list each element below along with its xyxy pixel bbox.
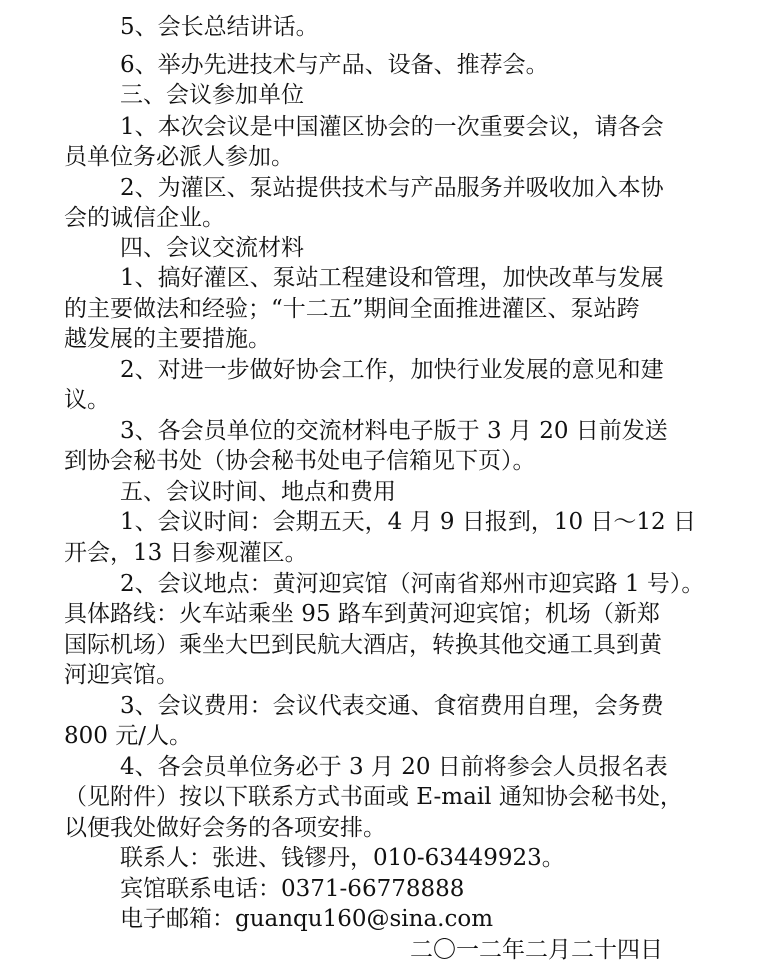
text-line: 4、各会员单位务必于 3 月 20 日前将参会人员报名表 — [120, 754, 668, 780]
text-line: 河迎宾馆。 — [64, 662, 179, 688]
text-line: 1、搞好灌区、泵站工程建设和管理，加快改革与发展 — [120, 265, 664, 291]
text-line: 以便我处做好会务的各项安排。 — [64, 815, 386, 841]
text-line: 5、会长总结讲话。 — [120, 14, 319, 40]
text-line: 2、会议地点：黄河迎宾馆（河南省郑州市迎宾路 1 号）。 — [120, 571, 705, 597]
section-heading: 五、会议时间、地点和费用 — [120, 479, 396, 505]
text-line: 1、本次会议是中国灌区协会的一次重要会议，请各会 — [120, 114, 664, 140]
text-line: 越发展的主要措施。 — [64, 326, 271, 352]
text-line: （见附件）按以下联系方式书面或 E-mail 通知协会秘书处， — [64, 784, 683, 810]
document-date: 二〇一二年二月二十四日 — [410, 937, 663, 963]
contact-person: 联系人：张进、钱镠丹，010-63449923。 — [120, 845, 565, 871]
text-line: 1、会议时间：会期五天，4 月 9 日报到，10 日～12 日 — [120, 509, 696, 535]
text-line: 3、会议费用：会议代表交通、食宿费用自理，会务费 — [120, 693, 664, 719]
text-line: 的主要做法和经验；“十二五”期间全面推进灌区、泵站跨 — [64, 296, 640, 322]
text-line: 6、举办先进技术与产品、设备、推荐会。 — [120, 52, 549, 78]
contact-email: 电子邮箱：guanqu160@sina.com — [120, 906, 494, 932]
text-line: 开会，13 日参观灌区。 — [64, 540, 308, 566]
text-line: 2、为灌区、泵站提供技术与产品服务并吸收加入本协 — [120, 175, 664, 201]
text-line: 2、对进一步做好协会工作，加快行业发展的意见和建 — [120, 357, 664, 383]
text-line: 800 元/人。 — [64, 723, 192, 749]
text-line: 国际机场）乘坐大巴到民航大酒店，转换其他交通工具到黄 — [64, 632, 662, 658]
text-line: 到协会秘书处（协会秘书处电子信箱见下页）。 — [64, 448, 536, 474]
text-line: 议。 — [64, 387, 110, 413]
section-heading: 四、会议交流材料 — [120, 235, 304, 261]
section-heading: 三、会议参加单位 — [120, 82, 304, 108]
text-line: 具体路线：火车站乘坐 95 路车到黄河迎宾馆；机场（新郑 — [64, 601, 660, 627]
text-line: 会的诚信企业。 — [64, 205, 225, 231]
text-line: 员单位务必派人参加。 — [64, 144, 294, 170]
text-line: 3、各会员单位的交流材料电子版于 3 月 20 日前发送 — [120, 418, 668, 444]
hotel-phone: 宾馆联系电话：0371-66778888 — [120, 876, 465, 902]
